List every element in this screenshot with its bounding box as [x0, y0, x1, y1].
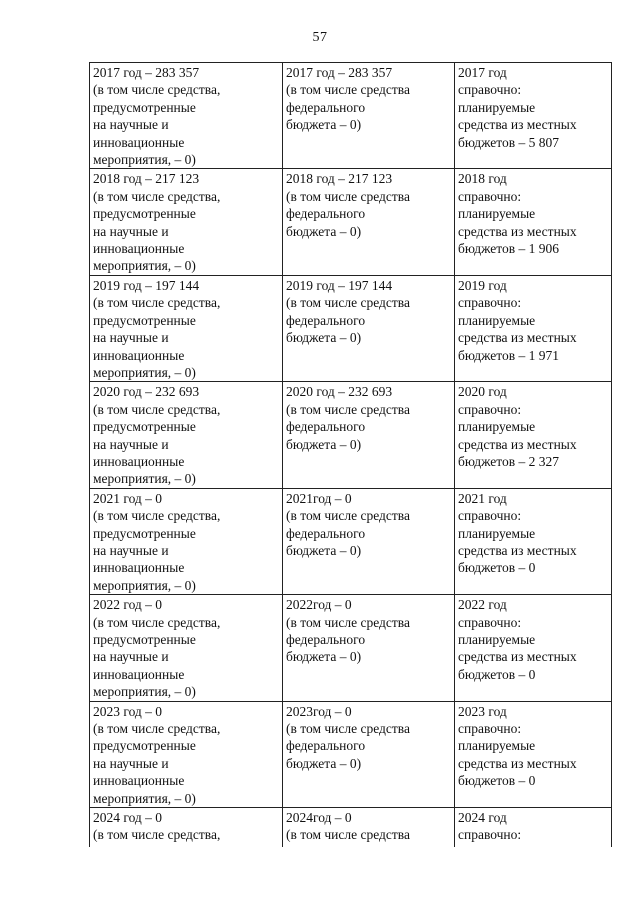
local-budget-cell: 2023 год справочно: планируемые средства из местных бюджетов – 0 — [455, 701, 612, 807]
local-budget-cell: 2022 год справочно: планируемые средства из местных бюджетов – 0 — [455, 595, 612, 701]
regional-budget-cell: 2017 год – 283 357 (в том числе средства федерального бюджета – 0) — [283, 63, 455, 169]
total-funding-cell: 2017 год – 283 357 (в том числе средства, предусмотренные на научные и инновационные мероприятия, – 0) — [90, 63, 283, 169]
local-budget-cell: 2017 год справочно: планируемые средства из местных бюджетов – 5 807 — [455, 63, 612, 169]
table-row-2019 — [90, 275, 612, 381]
table-row-2017 — [90, 63, 612, 169]
total-funding-cell: 2019 год – 197 144 (в том числе средства, предусмотренные на научные и инновационные мероприятия, – 0) — [90, 275, 283, 381]
regional-budget-cell: 2022год – 0 (в том числе средства федерального бюджета – 0) — [283, 595, 455, 701]
table-row-2021 — [90, 488, 612, 594]
table-row-2020 — [90, 382, 612, 488]
table-row-2023 — [90, 701, 612, 807]
total-funding-cell: 2020 год – 232 693 (в том числе средства, предусмотренные на научные и инновационные мероприятия, – 0) — [90, 382, 283, 488]
total-funding-cell: 2021 год – 0 (в том числе средства, предусмотренные на научные и инновационные мероприятия, – 0) — [90, 488, 283, 594]
local-budget-cell: 2021 год справочно: планируемые средства из местных бюджетов – 0 — [455, 488, 612, 594]
local-budget-cell: 2018 год справочно: планируемые средства из местных бюджетов – 1 906 — [455, 169, 612, 275]
table-row-2022 — [90, 595, 612, 701]
page-number: 57 — [312, 30, 328, 45]
budget-table — [89, 62, 612, 847]
total-funding-cell: 2018 год – 217 123 (в том числе средства, предусмотренные на научные и инновационные мероприятия, – 0) — [90, 169, 283, 275]
regional-budget-cell: 2019 год – 197 144 (в том числе средства федерального бюджета – 0) — [283, 275, 455, 381]
regional-budget-cell: 2021год – 0 (в том числе средства федерального бюджета – 0) — [283, 488, 455, 594]
regional-budget-cell: 2024год – 0 (в том числе средства — [283, 808, 455, 848]
total-funding-cell: 2023 год – 0 (в том числе средства, предусмотренные на научные и инновационные мероприятия, – 0) — [90, 701, 283, 807]
regional-budget-cell: 2020 год – 232 693 (в том числе средства федерального бюджета – 0) — [283, 382, 455, 488]
table-row-2018 — [90, 169, 612, 275]
total-funding-cell: 2024 год – 0 (в том числе средства, — [90, 808, 283, 848]
regional-budget-cell: 2018 год – 217 123 (в том числе средства федерального бюджета – 0) — [283, 169, 455, 275]
local-budget-cell: 2019 год справочно: планируемые средства из местных бюджетов – 1 971 — [455, 275, 612, 381]
local-budget-cell: 2024 год справочно: — [455, 808, 612, 848]
regional-budget-cell: 2023год – 0 (в том числе средства федерального бюджета – 0) — [283, 701, 455, 807]
local-budget-cell: 2020 год справочно: планируемые средства из местных бюджетов – 2 327 — [455, 382, 612, 488]
total-funding-cell: 2022 год – 0 (в том числе средства, предусмотренные на научные и инновационные мероприятия, – 0) — [90, 595, 283, 701]
table-row-2024 — [90, 808, 612, 848]
